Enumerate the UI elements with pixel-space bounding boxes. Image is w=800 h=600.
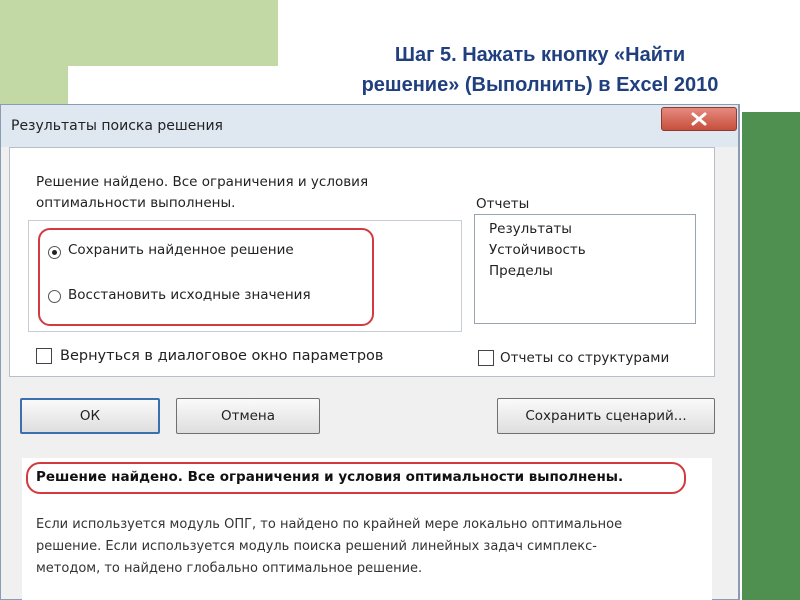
message-heading: Решение найдено. Все ограничения и условия оптимальности выполнены. (36, 469, 624, 485)
return-to-params-checkbox[interactable] (36, 348, 52, 364)
list-item[interactable]: Результаты (489, 221, 572, 237)
radio-keep-solution-label[interactable]: Сохранить найденное решение (68, 242, 294, 258)
reports-list[interactable] (474, 214, 696, 324)
slide-title: Шаг 5. Нажать кнопку «Найти решение» (Выполнить) в Excel 2010 (361, 44, 719, 96)
slide-decoration-green (0, 0, 278, 66)
list-item[interactable]: Пределы (489, 263, 553, 279)
slide-decoration-bar (742, 112, 800, 600)
status-text: Решение найдено. Все ограничения и условия оптимальности выполнены. (36, 174, 369, 211)
outline-reports-label[interactable]: Отчеты со структурами (500, 350, 670, 366)
dialog-title: Результаты поиска решения (11, 118, 223, 134)
reports-label: Отчеты (476, 196, 530, 212)
cancel-button[interactable]: Отмена (176, 398, 320, 434)
close-x-icon (690, 112, 708, 126)
close-button[interactable] (661, 107, 737, 131)
outline-reports-checkbox[interactable] (478, 350, 494, 366)
slide-decoration-curve (68, 66, 283, 104)
ok-button[interactable]: ОК (20, 398, 160, 434)
list-item[interactable]: Устойчивость (489, 242, 586, 258)
save-scenario-button[interactable]: Сохранить сценарий... (497, 398, 715, 434)
highlight-options (38, 228, 374, 326)
message-body: Если используется модуль ОПГ, то найдено по крайней мере локально оптимальное решение. Если используется модуль поиска решений линейных задач симплекс- методом, то найдено глобально оптимальное решение. (36, 517, 623, 576)
slide-decoration-green (0, 66, 68, 104)
radio-restore-values-label[interactable]: Восстановить исходные значения (68, 287, 311, 303)
dialog-titlebar (1, 105, 738, 147)
return-to-params-label[interactable]: Вернуться в диалоговое окно параметров (60, 348, 384, 364)
